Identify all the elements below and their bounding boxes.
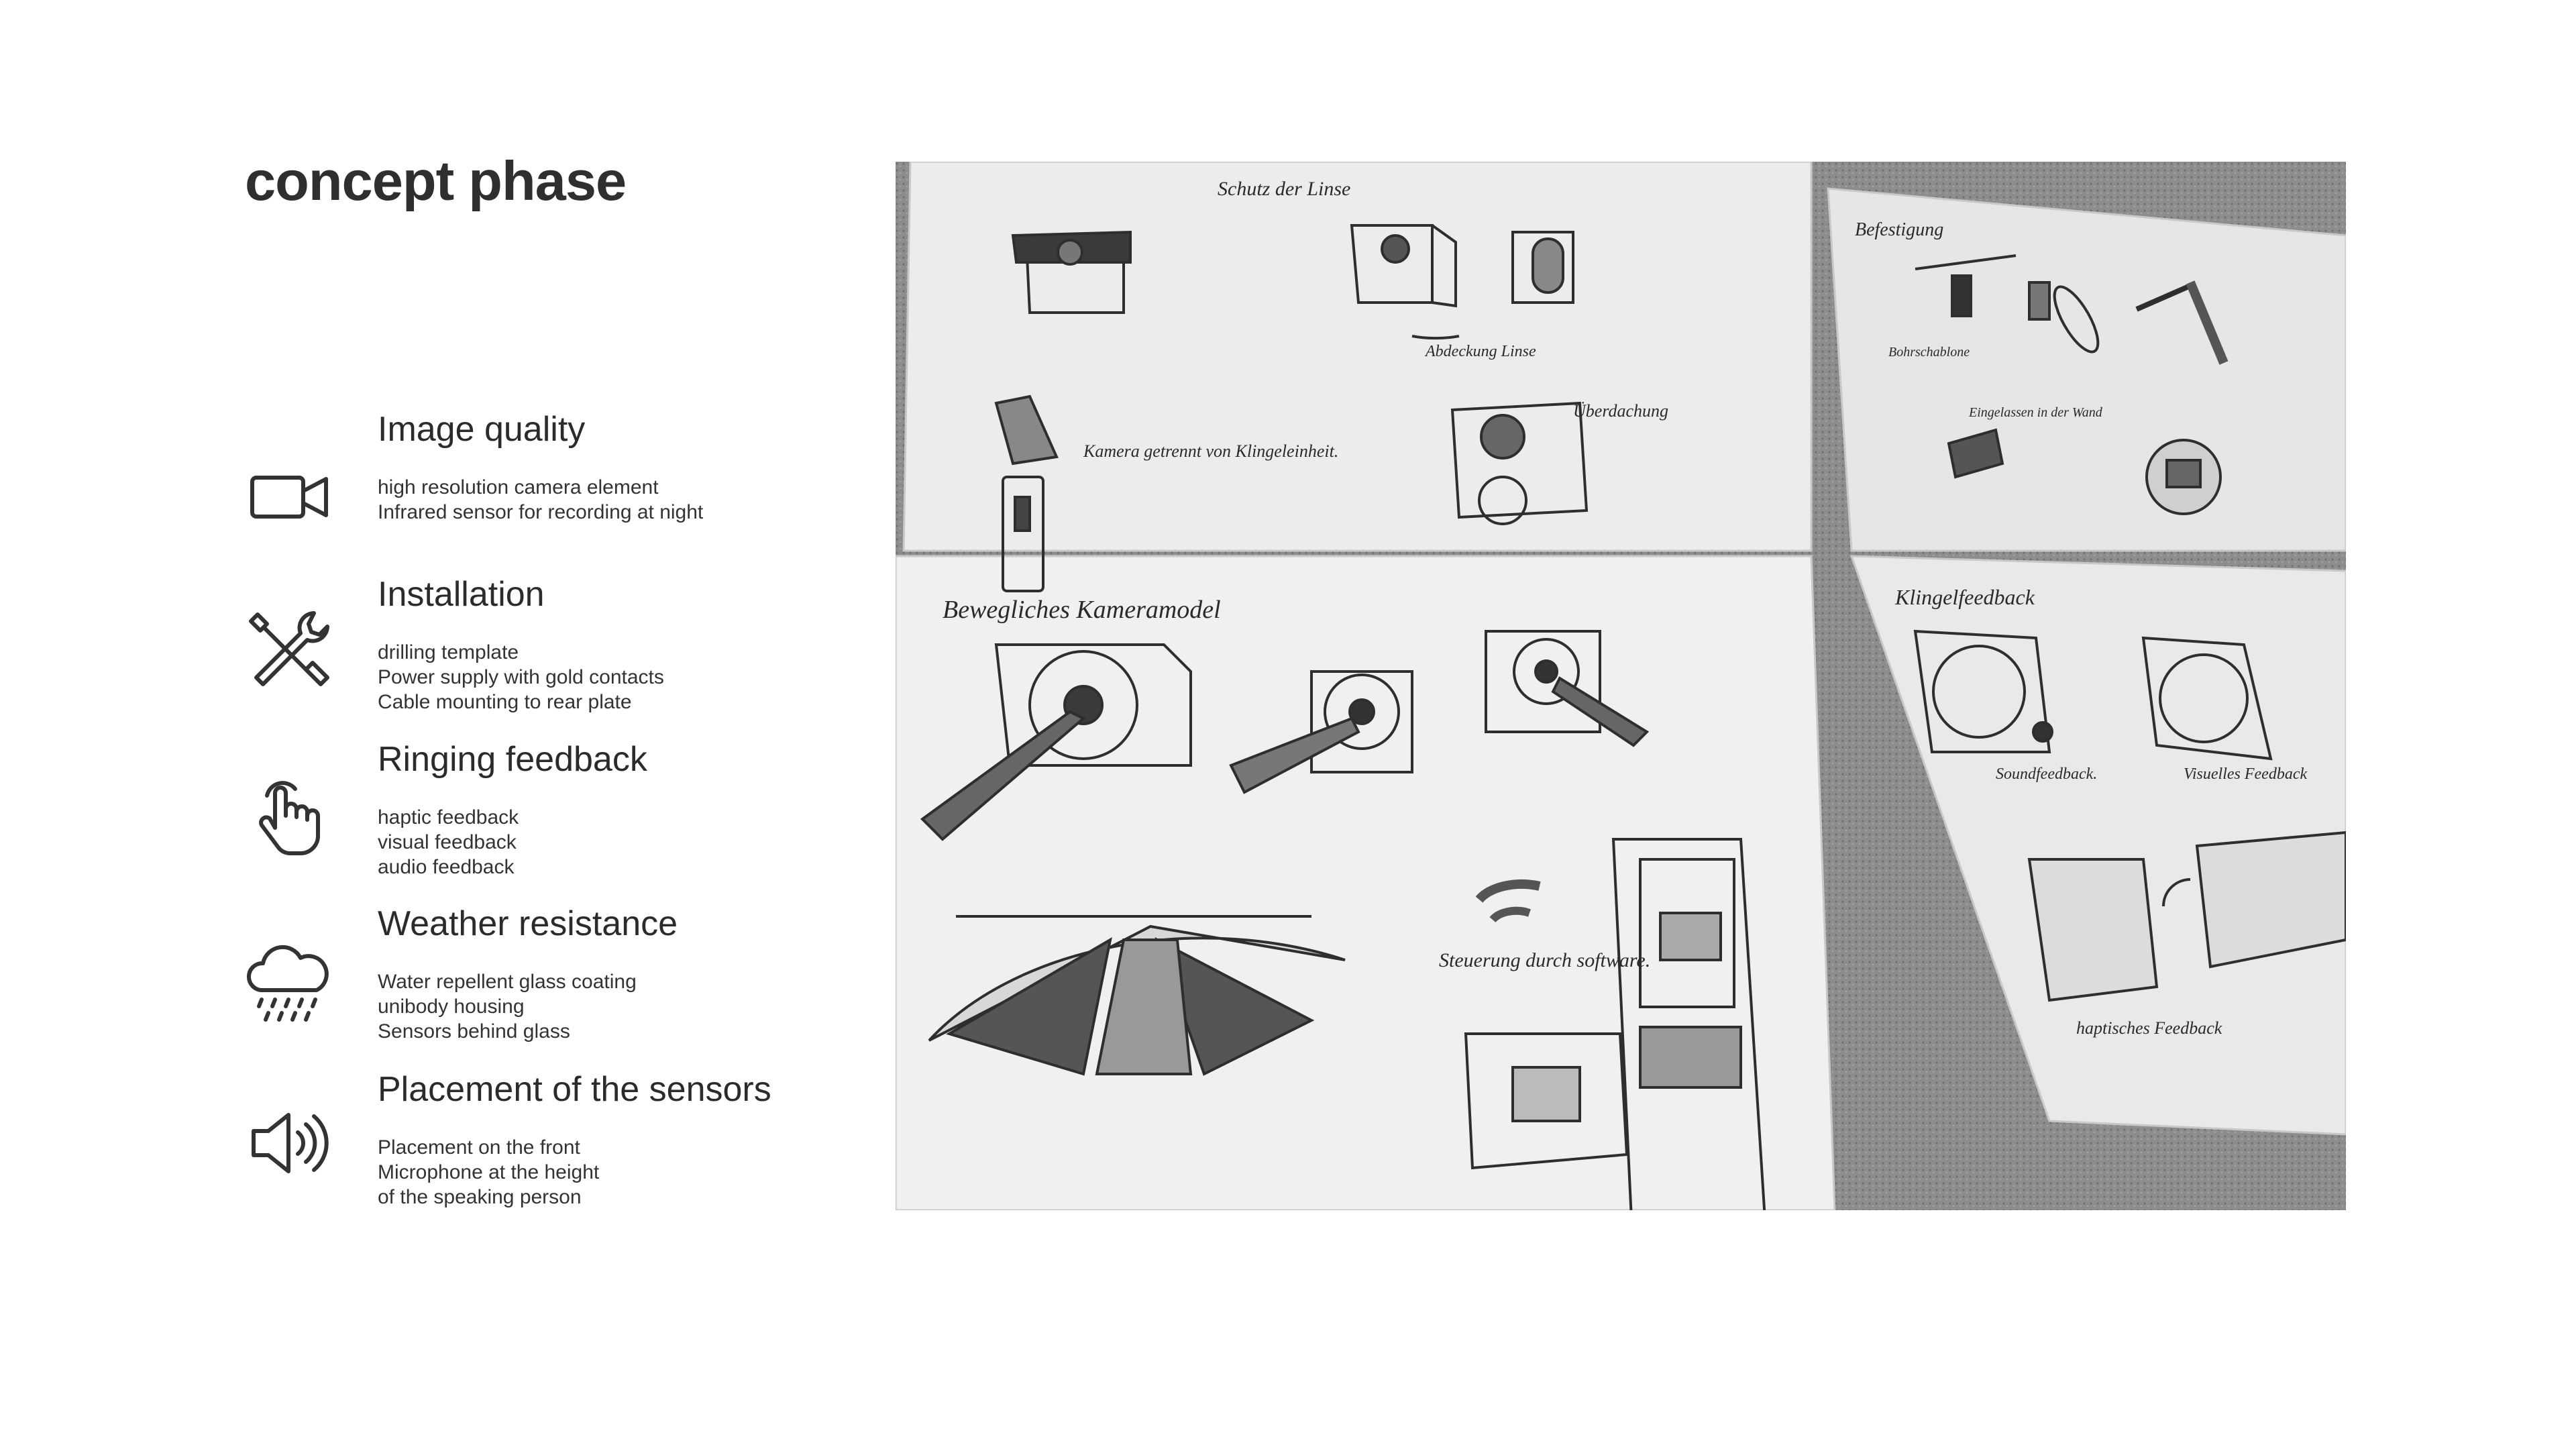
speaker-icon — [241, 1096, 335, 1190]
sketch-label: Steuerung durch software. — [1439, 949, 1651, 971]
sketch-sheet-top-right — [1828, 189, 2346, 551]
sketch-label: Überdachung — [1573, 401, 1669, 421]
sketch-label: Befestigung — [1855, 219, 1944, 240]
feature-line: Cable mounting to rear plate — [378, 691, 632, 713]
sketch-label: Schutz der Linse — [1218, 178, 1351, 200]
feature-image-quality — [241, 409, 845, 564]
sketch-label: Bohrschablone — [1888, 345, 1970, 360]
feature-name: Image quality — [378, 410, 586, 449]
sketch-label: Klingelfeedback — [1895, 585, 2035, 609]
video-camera-icon — [241, 449, 335, 543]
sketch-label: haptisches Feedback — [2076, 1018, 2222, 1038]
feature-name: Installation — [378, 575, 545, 614]
feature-line: Water repellent glass coating — [378, 971, 637, 993]
feature-weather-resistance — [241, 904, 845, 1058]
feature-line: of the speaking person — [378, 1186, 582, 1208]
feature-sensor-placement — [241, 1069, 845, 1224]
sketch-sheet-bottom-left — [896, 556, 1835, 1210]
feature-line: drilling template — [378, 641, 519, 663]
feature-line: Power supply with gold contacts — [378, 666, 664, 688]
feature-line: unibody housing — [378, 996, 525, 1018]
feature-line: Sensors behind glass — [378, 1020, 570, 1042]
feature-line: Microphone at the height — [378, 1161, 600, 1183]
sketch-label: Abdeckung Linse — [1426, 343, 1536, 360]
sketch-label: Kamera getrennt von Klingeleinheit. — [1083, 441, 1339, 461]
feature-line: haptic feedback — [378, 806, 519, 828]
feature-line: Placement on the front — [378, 1136, 580, 1159]
sketch-label: Visuelles Feedback — [2184, 765, 2308, 783]
feature-line: high resolution camera element — [378, 476, 659, 498]
sketch-label: Eingelassen in der Wand — [1969, 405, 2102, 420]
feature-name: Weather resistance — [378, 904, 678, 943]
feature-installation — [241, 574, 845, 729]
feature-line: visual feedback — [378, 831, 517, 853]
sketch-label: Soundfeedback. — [1996, 765, 2098, 783]
page-title: concept phase — [245, 150, 627, 212]
feature-name: Placement of the sensors — [378, 1070, 771, 1109]
touch-hand-icon — [241, 766, 335, 860]
feature-line: audio feedback — [378, 856, 515, 878]
rain-cloud-icon — [241, 934, 335, 1028]
concept-sketches-photo — [896, 162, 2346, 1210]
feature-line: Infrared sensor for recording at night — [378, 501, 704, 523]
feature-ringing-feedback — [241, 739, 845, 894]
tools-icon — [241, 602, 335, 696]
sketch-sheet-top-left — [904, 162, 1811, 551]
feature-name: Ringing feedback — [378, 740, 647, 779]
sketch-label: Bewegliches Kameramodel — [943, 596, 1221, 624]
